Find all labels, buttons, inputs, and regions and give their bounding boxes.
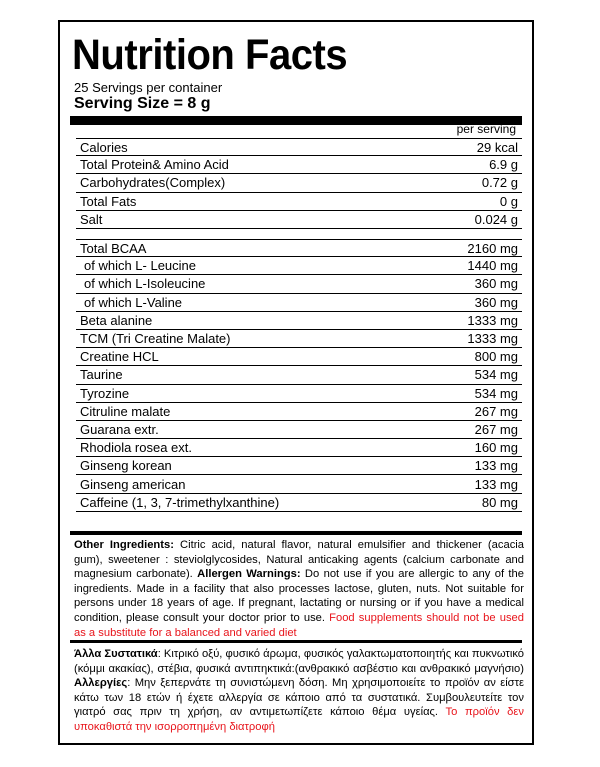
greek-info-text [74,647,524,735]
row-value: 800 mg [474,349,518,365]
table-row [76,211,522,229]
row-value: 2160 mg [467,240,518,256]
row-value: 160 mg [474,440,518,456]
row-value: 0.72 g [481,175,518,191]
table-row [76,439,522,457]
row-value: 267 mg [474,403,518,419]
row-value: 534 mg [474,385,518,401]
row-value: 29 kcal [476,139,518,155]
table-row [76,193,522,211]
nutrition-label [58,20,534,745]
allergen-text: Do not use if you are allergic to any of the ingredients. Made in a facility that also processes lactose, gluten, nuts. Not suitable for persons under 18 years of age. If pregnant, lactating or nursing or if you have a medical condition, please consult your doctor prior to use. [74,568,524,624]
row-name: Ginseng american [80,476,186,492]
divider [70,640,522,643]
row-name: Total Protein& Amino Acid [80,157,229,173]
row-value: 0 g [499,193,518,209]
warning-text: Το προϊόν δεν υποκαθιστά την ισορροπημένη διατροφή [74,706,524,733]
label-title: Nutrition Facts [72,31,348,79]
row-name: Guarana extr. [80,421,159,437]
row-name: Total Fats [80,193,137,209]
table-row [76,457,522,475]
row-value: 80 mg [481,494,518,510]
other-ingredients-text: : Κιτρικό οξύ, φυσικό άρωμα, φυσικός γαλακτωματοποιητής και πυκνωτικό (κόμμι ακακίας), στέβια, φυσικά αντιπηκτικά:(ανθρακικό ασβέστιο και ανθρακικό μαγνήσιο) [74,648,524,675]
row-value: 133 mg [474,458,518,474]
table-row [76,239,522,257]
table-row [76,312,522,330]
ingredients-table [76,239,522,512]
table-row [76,330,522,348]
other-ingredients-label: Other Ingredients: [74,539,174,551]
table-row [76,475,522,493]
row-name: Tyrozine [80,385,130,401]
row-name: Calories [80,139,128,155]
row-value: 1440 mg [467,258,518,274]
table-row [76,156,522,174]
row-name: Citruline malate [80,403,171,419]
macros-table [76,138,522,229]
row-value: 267 mg [474,421,518,437]
row-value: 1333 mg [467,331,518,347]
table-row [76,421,522,439]
warning-text: Food supplements should not be used as a substitute for a balanced and varied diet [74,611,524,639]
table-row [76,403,522,421]
row-value: 6.9 g [489,157,518,173]
other-ingredients-text: Citric acid, natural flavor, natural emulsifier and thickener (acacia gum), sweetener : steviolglycosides, Natural anticaking agents (calcium carbonate and magnesium carbonate). [74,539,524,581]
row-value: 1333 mg [467,312,518,328]
table-row [76,275,522,293]
english-info-text [74,538,524,640]
row-value: 360 mg [474,276,518,292]
row-name: Taurine [80,367,123,383]
row-value: 360 mg [474,294,518,310]
row-name: Beta alanine [80,312,153,328]
row-name: Total BCAA [80,240,147,256]
allergen-label: Allergen Warnings: [197,568,301,581]
serving-size: Serving Size = 8 g [74,95,211,112]
table-row [76,294,522,312]
row-value: 534 mg [474,367,518,383]
row-name: of which L-Valine [84,294,183,310]
row-name: Creatine HCL [80,349,159,365]
row-name: Carbohydrates(Complex) [80,175,226,191]
table-row [76,174,522,192]
servings-per-container: 25 Servings per container [74,80,223,95]
table-row [76,138,522,156]
row-name: of which L-Isoleucine [84,276,206,292]
other-ingredients-label: Άλλα Συστατικά [74,648,158,660]
table-row [76,257,522,275]
table-row [76,385,522,403]
allergen-label: Αλλεργίες [74,677,128,690]
row-name: of which L- Leucine [84,258,197,274]
row-value: 133 mg [474,476,518,492]
row-name: Ginseng korean [80,458,172,474]
per-serving-header: per serving [456,122,516,136]
row-value: 0.024 g [474,211,518,227]
row-name: TCM (Tri Creatine Malate) [80,331,231,347]
allergen-text: : Μην ξεπερνάτε τη συνιστώμενη δόση. Μη χρησιμοποιείτε το προϊόν αν είστε κάτω των 18 ετών ή έχετε αλλεργία σε κάποιο από τα συστατικά. Συμβουλευτείτε τον γιατρό σας πριν τη χρήση, αν αντιμετωπίζετε κάποιο θέμα υγείας. [74,677,524,719]
row-name: Rhodiola rosea ext. [80,440,193,456]
row-name: Caffeine (1, 3, 7-trimethylxanthine) [80,494,280,510]
thick-divider [70,531,522,535]
thick-divider [70,116,522,125]
row-name: Salt [80,211,103,227]
table-row [76,366,522,384]
table-row [76,494,522,512]
table-row [76,348,522,366]
